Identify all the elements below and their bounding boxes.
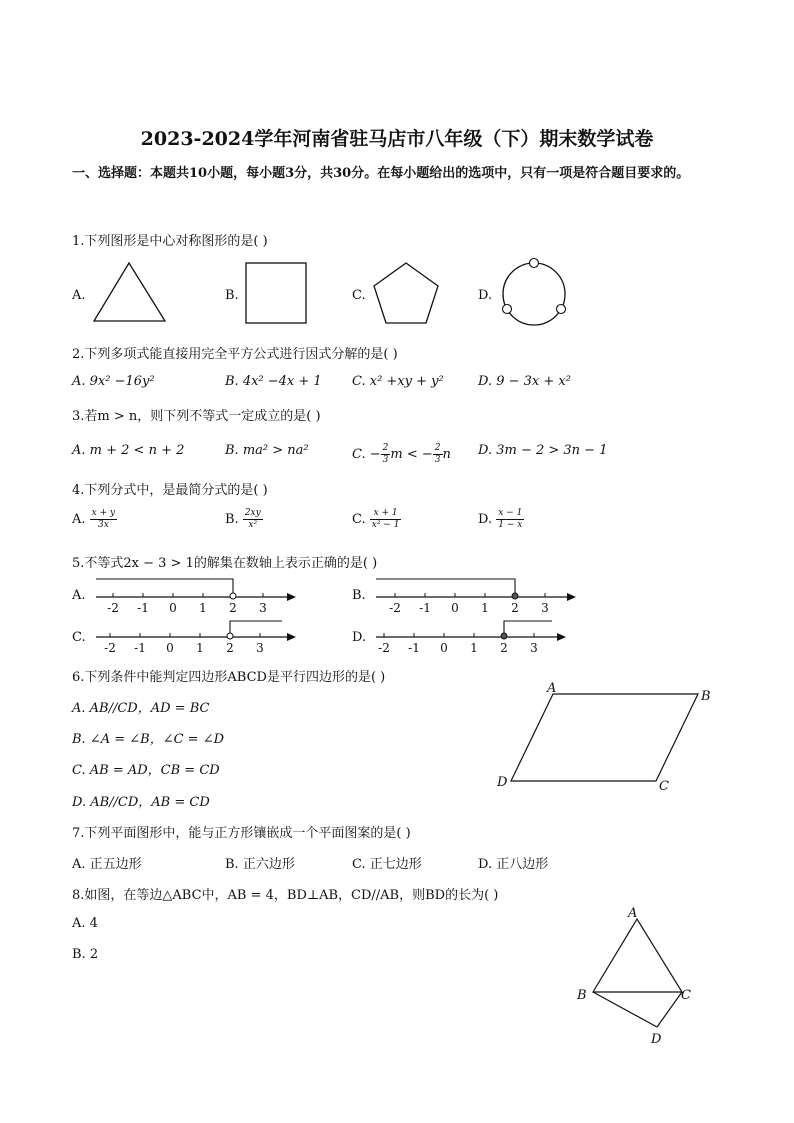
tick-label: -1 bbox=[137, 601, 149, 615]
fraction: $\frac{2}{3}$ bbox=[382, 443, 389, 465]
q3-option-d: D. 3m − 2 > 3n − 1 bbox=[478, 443, 608, 458]
tick-label: 3 bbox=[530, 641, 538, 655]
question-7-stem: 7.下列平面图形中，能与正方形镶嵌成一个平面图案的是( ) bbox=[72, 826, 411, 841]
tick-label: 3 bbox=[256, 641, 264, 655]
tick-label: 1 bbox=[196, 641, 204, 655]
tick-label: -2 bbox=[378, 641, 390, 655]
q6-option-c: C. AB = AD，CB = CD bbox=[72, 763, 220, 778]
tick-label: -2 bbox=[104, 641, 116, 655]
fraction: $\frac{2xy}{\text{x²}}$ bbox=[244, 508, 261, 530]
question-1-stem: 1.下列图形是中心对称图形的是( ) bbox=[72, 234, 268, 249]
label-b: B bbox=[577, 988, 587, 1003]
label-b: B bbox=[701, 689, 711, 704]
q8-option-a: A. 4 bbox=[72, 916, 98, 931]
q2-option-c: C. x² +xy + y² bbox=[352, 374, 444, 389]
tick-label: 2 bbox=[511, 601, 519, 615]
question-6-stem: 6.下列条件中能判定四边形ABCD是平行四边形的是( ) bbox=[72, 670, 386, 685]
q3-option-c-label: C. − bbox=[352, 447, 381, 462]
q6-option-d: D. AB//CD，AB = CD bbox=[72, 795, 210, 810]
label-d: D bbox=[651, 1032, 662, 1047]
q5-option-d-label: D. bbox=[352, 630, 367, 645]
tick-label: 1 bbox=[481, 601, 489, 615]
label-d: D bbox=[497, 775, 508, 790]
q3-option-b: B. ma² > na² bbox=[225, 443, 309, 458]
q2-option-a: A. 9x² −16y² bbox=[72, 374, 155, 389]
question-8-stem: 8.如图，在等边△ABC中，AB = 4，BD⊥AB，CD//AB，则BD的长为( ) bbox=[72, 888, 499, 903]
label-c: C bbox=[659, 779, 669, 794]
q4-option-a: A. $\frac{x + y}{3x}$ bbox=[72, 508, 116, 530]
label-c: C bbox=[681, 988, 691, 1003]
q7-option-d: D. 正八边形 bbox=[478, 857, 549, 872]
q5-option-b-label: B. bbox=[352, 588, 366, 603]
label-a: A bbox=[547, 681, 557, 696]
page-title: 2023-2024学年河南省驻马店市八年级（下）期末数学试卷 bbox=[140, 128, 654, 150]
q4-option-b: B. $\frac{2xy}{\text{x²}}$ bbox=[225, 508, 261, 530]
fraction: $\frac{x + y}{3x}$ bbox=[91, 508, 116, 530]
q2-option-d: D. 9 − 3x + x² bbox=[478, 374, 571, 389]
q5-option-a-label: A. bbox=[72, 588, 86, 603]
q1-option-a: A. bbox=[72, 288, 86, 303]
tick-label: 0 bbox=[169, 601, 177, 615]
tick-label: -2 bbox=[389, 601, 401, 615]
q5-option-c-label: C. bbox=[72, 630, 86, 645]
tick-label: 1 bbox=[470, 641, 478, 655]
q8-option-b: B. 2 bbox=[72, 947, 99, 962]
q7-option-b: B. 正六边形 bbox=[225, 857, 295, 872]
tick-label: 2 bbox=[500, 641, 508, 655]
q2-option-b: B. 4x² −4x + 1 bbox=[225, 374, 322, 389]
fraction: $\frac{x - 1}{1 - x}$ bbox=[498, 508, 523, 530]
tick-label: 0 bbox=[166, 641, 174, 655]
q3-option-a: A. m + 2 < n + 2 bbox=[72, 443, 185, 458]
q4-option-c: C. $\frac{x + 1}{\text{x² − 1}}$ bbox=[352, 508, 400, 530]
tick-label: -2 bbox=[107, 601, 119, 615]
fraction: $\frac{x + 1}{\text{x² − 1}}$ bbox=[371, 508, 400, 530]
tick-label: -1 bbox=[134, 641, 146, 655]
tick-label: 2 bbox=[229, 601, 237, 615]
question-3-stem: 3.若m > n，则下列不等式一定成立的是( ) bbox=[72, 409, 321, 424]
q3-option-c: C. − $\frac{2}{3}$ m < − $\frac{2}{3}$ n bbox=[352, 443, 451, 465]
tick-label: 2 bbox=[226, 641, 234, 655]
tick-label: 0 bbox=[451, 601, 459, 615]
question-4-stem: 4.下列分式中，是最简分式的是( ) bbox=[72, 483, 268, 498]
q6-option-a: A. AB//CD，AD = BC bbox=[72, 701, 210, 716]
tick-label: -1 bbox=[419, 601, 431, 615]
q6-option-b: B. ∠A = ∠B，∠C = ∠D bbox=[72, 732, 225, 747]
q1-option-c: C. bbox=[352, 288, 366, 303]
section-intro: 一、选择题：本题共10小题，每小题3分，共30分。在每小题给出的选项中，只有一项是符合题目要求的。 bbox=[72, 166, 690, 181]
q7-option-a: A. 正五边形 bbox=[72, 857, 142, 872]
tick-label: 1 bbox=[199, 601, 207, 615]
question-5-stem: 5.不等式2x − 3 > 1的解集在数轴上表示正确的是( ) bbox=[72, 556, 378, 571]
q1-option-d: D. bbox=[478, 288, 493, 303]
label-a: A bbox=[628, 906, 638, 921]
tick-label: 3 bbox=[541, 601, 549, 615]
tick-label: -1 bbox=[408, 641, 420, 655]
fraction: $\frac{2}{3}$ bbox=[434, 443, 441, 465]
tick-label: 3 bbox=[259, 601, 267, 615]
q1-option-b: B. bbox=[225, 288, 239, 303]
question-2-stem: 2.下列多项式能直接用完全平方公式进行因式分解的是( ) bbox=[72, 347, 398, 362]
tick-label: 0 bbox=[440, 641, 448, 655]
q4-option-d: D. $\frac{x - 1}{1 - x}$ bbox=[478, 508, 523, 530]
q7-option-c: C. 正七边形 bbox=[352, 857, 422, 872]
